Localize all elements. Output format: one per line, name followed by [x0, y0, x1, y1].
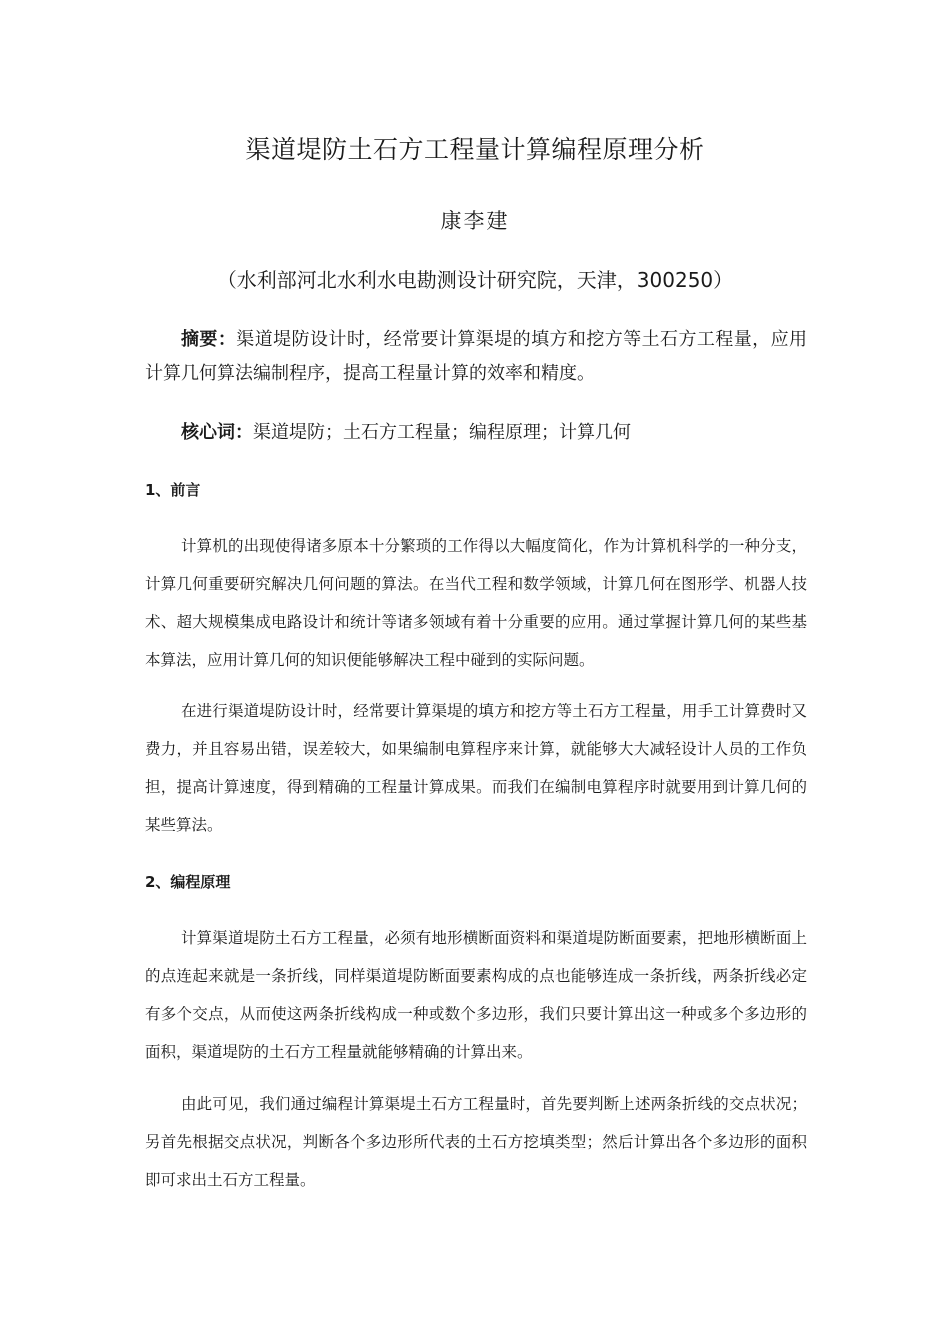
section-heading-intro: 1、前言 — [145, 481, 201, 499]
abstract-text: 渠道堤防设计时，经常要计算渠堤的填方和挖方等土石方工程量，应用计算几何算法编制程序，提高工程量计算的效率和精度。 — [145, 329, 808, 384]
section-heading-principle: 2、编程原理 — [145, 873, 231, 891]
keywords-paragraph — [145, 416, 807, 450]
intro-paragraph-2: 在进行渠道堤防设计时，经常要计算渠堤的填方和挖方等土石方工程量，用手工计算费时又费力，并且容易出错，误差较大，如果编制电算程序来计算，就能够大大减轻设计人员的工作负担，提高计算速度，得到精确的工程量计算成果。而我们在编制电算程序时就要用到计算几何的某些算法。 — [145, 702, 807, 834]
abstract-label: 摘要： — [181, 329, 237, 350]
document-title: 渠道堤防土石方工程量计算编程原理分析 — [245, 135, 705, 164]
author-name: 康李建 — [440, 209, 510, 233]
intro-paragraph-1: 计算机的出现使得诸多原本十分繁琐的工作得以大幅度简化，作为计算机科学的一种分支，计算几何重要研究解决几何问题的算法。在当代工程和数学领域，计算几何在图形学、机器人技术、超大规模集成电路设计和统计等诸多领域有着十分重要的应用。通过掌握计算几何的某些基本算法，应用计算几何的知识便能够解决工程中碰到的实际问题。 — [145, 537, 807, 669]
principle-paragraph-2: 由此可见，我们通过编程计算渠堤土石方工程量时，首先要判断上述两条折线的交点状况；另首先根据交点状况，判断各个多边形所代表的土石方挖填类型；然后计算出各个多边形的面积即可求出土石方工程量。 — [145, 1095, 807, 1189]
keywords-text: 渠道堤防；土石方工程量；编程原理；计算几何 — [253, 422, 631, 443]
principle-paragraph-1: 计算渠道堤防土石方工程量，必须有地形横断面资料和渠道堤防断面要素，把地形横断面上的点连起来就是一条折线，同样渠道堤防断面要素构成的点也能够连成一条折线，两条折线必定有多个交点，从而使这两条折线构成一种或数个多边形，我们只要计算出这一种或多个多边形的面积，渠道堤防的土石方工程量就能够精确的计算出来。 — [145, 929, 807, 1061]
keywords-label: 核心词： — [181, 422, 253, 443]
author-affiliation: （水利部河北水利水电勘测设计研究院，天津，300250） — [216, 268, 734, 292]
abstract-paragraph — [145, 323, 807, 391]
